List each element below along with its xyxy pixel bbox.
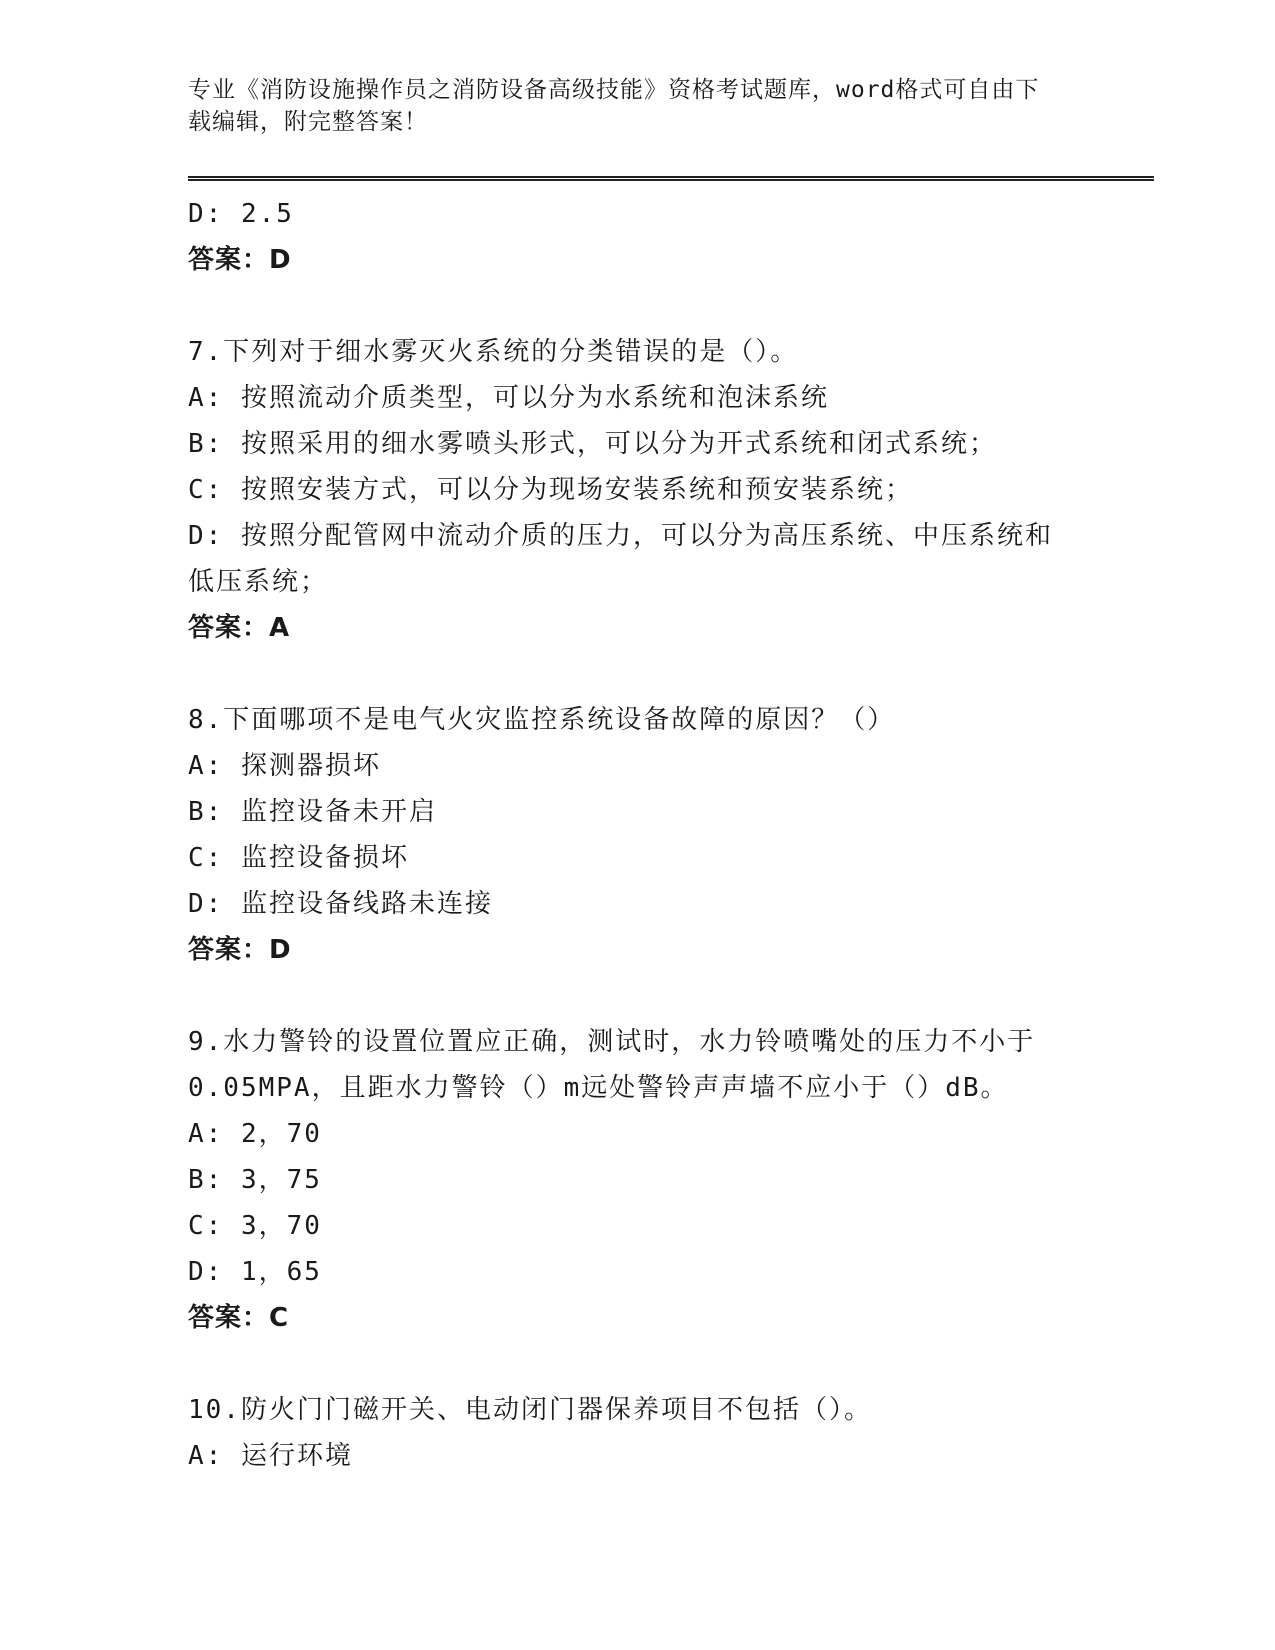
header-line-1: 专业《消防设施操作员之消防设备高级技能》资格考试题库，word格式可自由下 [188,77,1040,103]
option-d: D: 监控设备线路未连接 [188,889,493,919]
option-d: D: 1，65 [188,1257,322,1287]
question-stem: 8.下面哪项不是电气火灾监控系统设备故障的原因？（） [188,705,896,735]
answer: 答案：A [188,613,291,643]
answer: 答案：C [188,1303,290,1333]
question-7 [188,329,1148,651]
option-a: A: 2，70 [188,1119,322,1149]
option-b: B: 监控设备未开启 [188,797,437,827]
question-10 [188,1387,1148,1479]
question-stem: 9.水力警铃的设置位置应正确，测试时，水力铃喷嘴处的压力不小于 [188,1027,1036,1057]
option-b: B: 3，75 [188,1165,322,1195]
option-a: A: 运行环境 [188,1441,353,1471]
prev-answer: 答案：D [188,245,292,275]
question-content [188,191,1148,1479]
option-c: C: 按照安装方式，可以分为现场安装系统和预安装系统； [188,475,913,505]
question-8 [188,697,1148,973]
question-stem: 7.下列对于细水雾灭火系统的分类错误的是（）。 [188,337,799,367]
prev-option-d: D: 2.5 [188,199,294,229]
question-stem-continued: 0.05MPA，且距水力警铃（）m远处警铃声声墙不应小于（）dB。 [188,1073,1009,1103]
document-page [188,74,1148,1479]
option-d-continued: 低压系统； [188,567,329,597]
option-a: A: 按照流动介质类型，可以分为水系统和泡沫系统 [188,383,829,413]
option-c: C: 3，70 [188,1211,322,1241]
document-header [188,74,1088,138]
option-d: D: 按照分配管网中流动介质的压力，可以分为高压系统、中压系统和 [188,521,1053,551]
header-line-2: 载编辑，附完整答案！ [188,109,428,135]
question-stem: 10.防火门门磁开关、电动闭门器保养项目不包括（）。 [188,1395,872,1425]
answer: 答案：D [188,935,292,965]
question-9 [188,1019,1148,1341]
option-a: A: 探测器损坏 [188,751,381,781]
header-divider [188,176,1154,181]
option-b: B: 按照采用的细水雾喷头形式，可以分为开式系统和闭式系统； [188,429,997,459]
option-c: C: 监控设备损坏 [188,843,409,873]
